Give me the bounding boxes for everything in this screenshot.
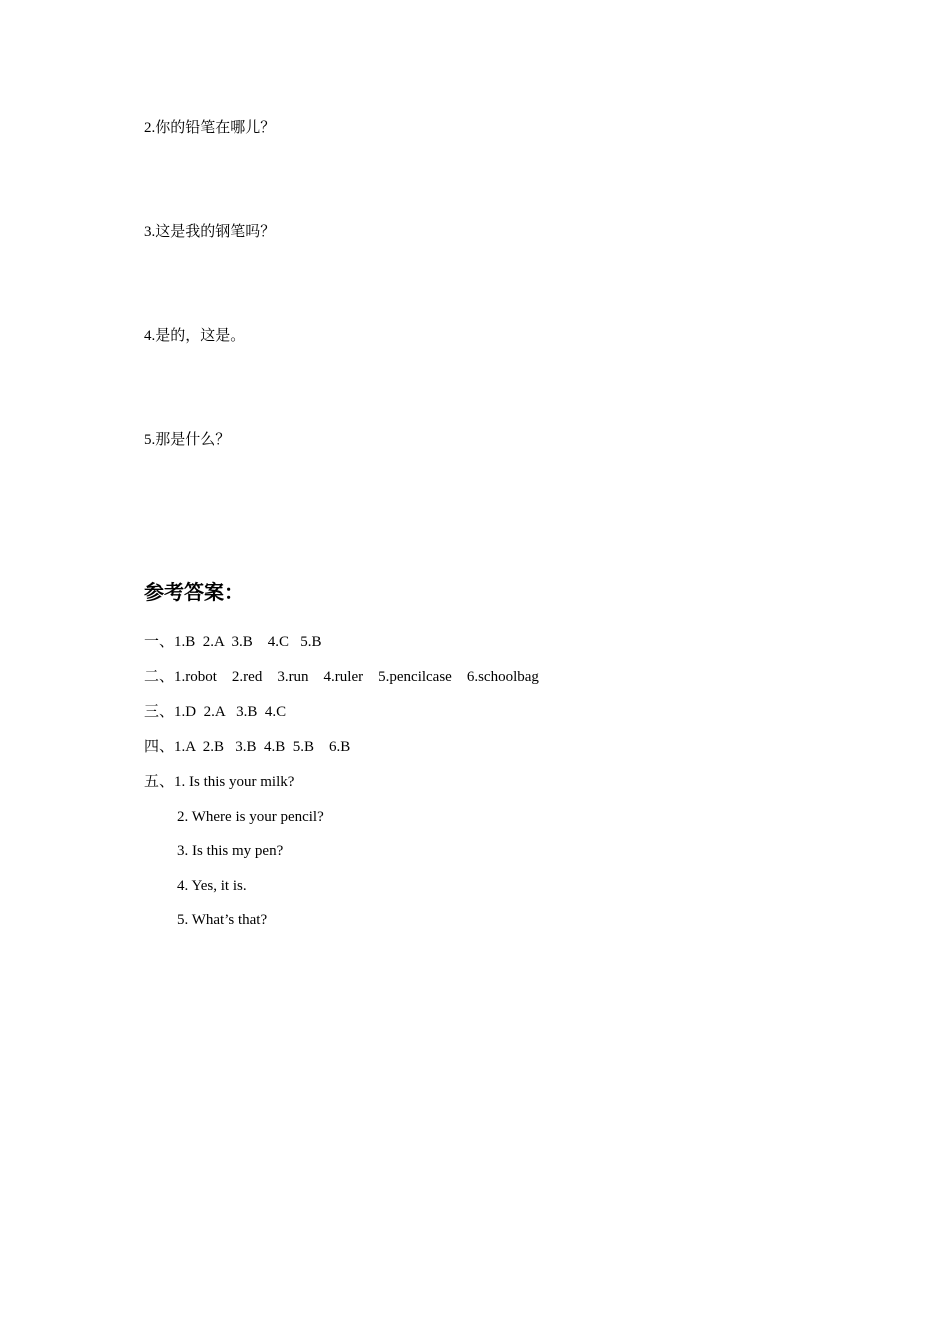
answer-line-2: 二、1.robot 2.red 3.run 4.ruler 5.pencilcase 6.schoolbag (144, 669, 539, 685)
answer-sub-line-2: 2. Where is your pencil? (177, 809, 324, 825)
answer-line-4: 四、1.A 2.B 3.B 4.B 5.B 6.B (144, 739, 351, 755)
answers-heading: 参考答案： (144, 582, 244, 604)
answer-line-5: 五、1. Is this your milk? (144, 774, 295, 790)
answer-line-1: 一、1.B 2.A 3.B 4.C 5.B (144, 634, 322, 650)
answer-sub-line-4: 4. Yes, it is. (177, 878, 247, 894)
question-4: 4.是的，这是。 (144, 328, 246, 344)
answer-sub-line-3: 3. Is this my pen? (177, 843, 284, 859)
question-2: 2.你的铅笔在哪儿？ (144, 120, 276, 136)
question-5: 5.那是什么？ (144, 432, 231, 448)
answer-line-3: 三、1.D 2.A 3.B 4.C (144, 704, 287, 720)
question-3: 3.这是我的钢笔吗？ (144, 224, 276, 240)
answer-sub-line-5: 5. What’s that? (177, 912, 268, 928)
